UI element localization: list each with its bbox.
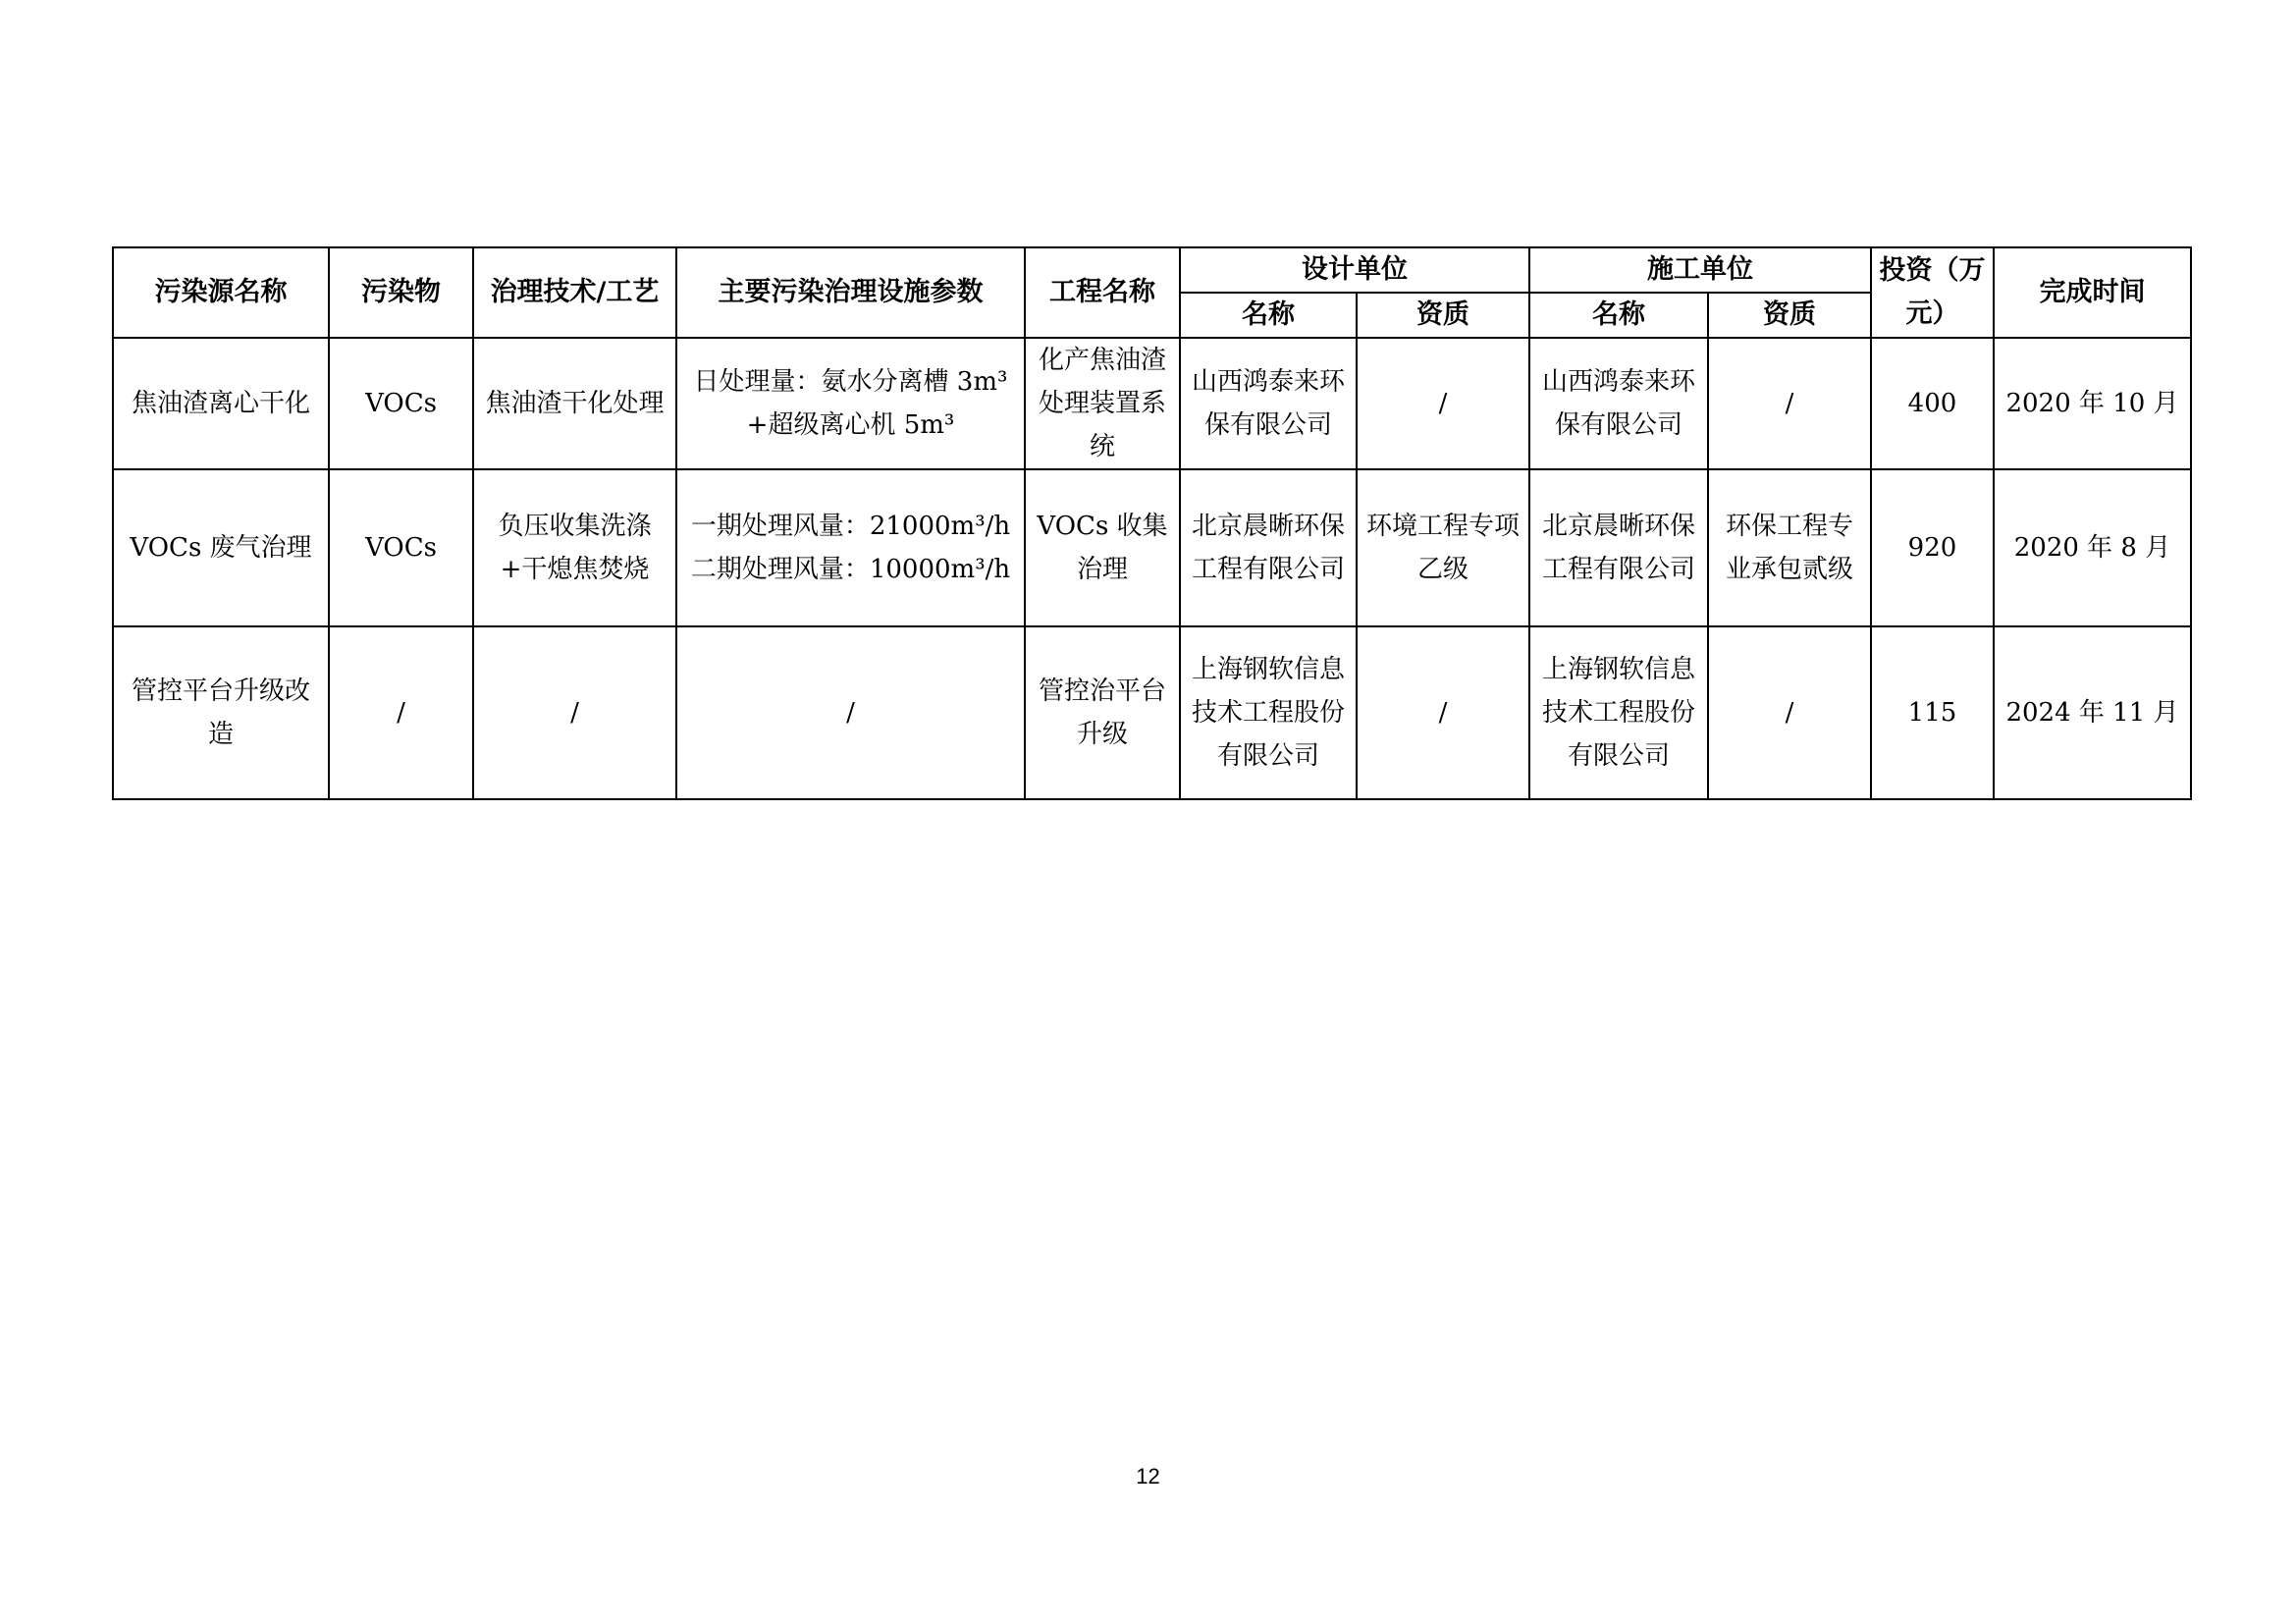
cell-pollutant: /: [329, 626, 473, 799]
cell-investment: 115: [1871, 626, 1994, 799]
cell-design-qualification: /: [1357, 338, 1529, 469]
cell-technology: 焦油渣干化处理: [473, 338, 676, 469]
cell-source-name: 管控平台升级改造: [113, 626, 329, 799]
pollution-control-table: [112, 246, 2192, 800]
cell-project-name: 管控治平台升级: [1025, 626, 1180, 799]
facility-param-line: 日处理量：氨水分离槽 3m³: [693, 367, 1008, 397]
cell-project-name: 化产焦油渣处理装置系统: [1025, 338, 1180, 469]
header-design-unit: 设计单位: [1180, 247, 1529, 293]
table-row: [113, 469, 2191, 626]
header-completion-time: 完成时间: [1994, 247, 2191, 338]
header-row-1: [113, 247, 2191, 293]
header-project-name: 工程名称: [1025, 247, 1180, 338]
cell-completion-time: 2024 年 11 月: [1994, 626, 2191, 799]
cell-construction-name: 北京晨晰环保工程有限公司: [1529, 469, 1708, 626]
cell-source-name: 焦油渣离心干化: [113, 338, 329, 469]
cell-design-qualification: /: [1357, 626, 1529, 799]
page-number: 12: [1136, 1464, 1160, 1489]
cell-pollutant: VOCs: [329, 338, 473, 469]
cell-construction-qualification: /: [1708, 338, 1871, 469]
cell-construction-qualification: /: [1708, 626, 1871, 799]
cell-completion-time: 2020 年 10 月: [1994, 338, 2191, 469]
cell-facility-params: [676, 338, 1025, 469]
cell-design-qualification: 环境工程专项乙级: [1357, 469, 1529, 626]
facility-param-line: /: [846, 698, 855, 728]
cell-construction-name: 上海钢软信息技术工程股份有限公司: [1529, 626, 1708, 799]
cell-completion-time: 2020 年 8 月: [1994, 469, 2191, 626]
facility-param-line: 一期处理风量：21000m³/h: [690, 512, 1011, 541]
cell-source-name: VOCs 废气治理: [113, 469, 329, 626]
cell-design-name: 北京晨晰环保工程有限公司: [1180, 469, 1357, 626]
header-source-name: 污染源名称: [113, 247, 329, 338]
header-construction-unit: 施工单位: [1529, 247, 1871, 293]
cell-design-name: 山西鸿泰来环保有限公司: [1180, 338, 1357, 469]
cell-technology: 负压收集洗涤+干熄焦焚烧: [473, 469, 676, 626]
header-pollutant: 污染物: [329, 247, 473, 338]
cell-facility-params: [676, 469, 1025, 626]
header-construction-name: 名称: [1529, 293, 1708, 338]
cell-design-name: 上海钢软信息技术工程股份有限公司: [1180, 626, 1357, 799]
header-facility-params: 主要污染治理设施参数: [676, 247, 1025, 338]
cell-technology: /: [473, 626, 676, 799]
cell-investment: 400: [1871, 338, 1994, 469]
header-construction-qualification: 资质: [1708, 293, 1871, 338]
cell-pollutant: VOCs: [329, 469, 473, 626]
table-row: [113, 338, 2191, 469]
cell-investment: 920: [1871, 469, 1994, 626]
cell-construction-name: 山西鸿泰来环保有限公司: [1529, 338, 1708, 469]
cell-construction-qualification: 环保工程专业承包贰级: [1708, 469, 1871, 626]
cell-facility-params: [676, 626, 1025, 799]
facility-param-line: +超级离心机 5m³: [746, 410, 955, 440]
cell-project-name: VOCs 收集治理: [1025, 469, 1180, 626]
table-row: [113, 626, 2191, 799]
header-design-qualification: 资质: [1357, 293, 1529, 338]
header-design-name: 名称: [1180, 293, 1357, 338]
header-investment: 投资（万元）: [1871, 247, 1994, 338]
facility-param-line: 二期处理风量：10000m³/h: [690, 555, 1011, 584]
header-technology: 治理技术/工艺: [473, 247, 676, 338]
